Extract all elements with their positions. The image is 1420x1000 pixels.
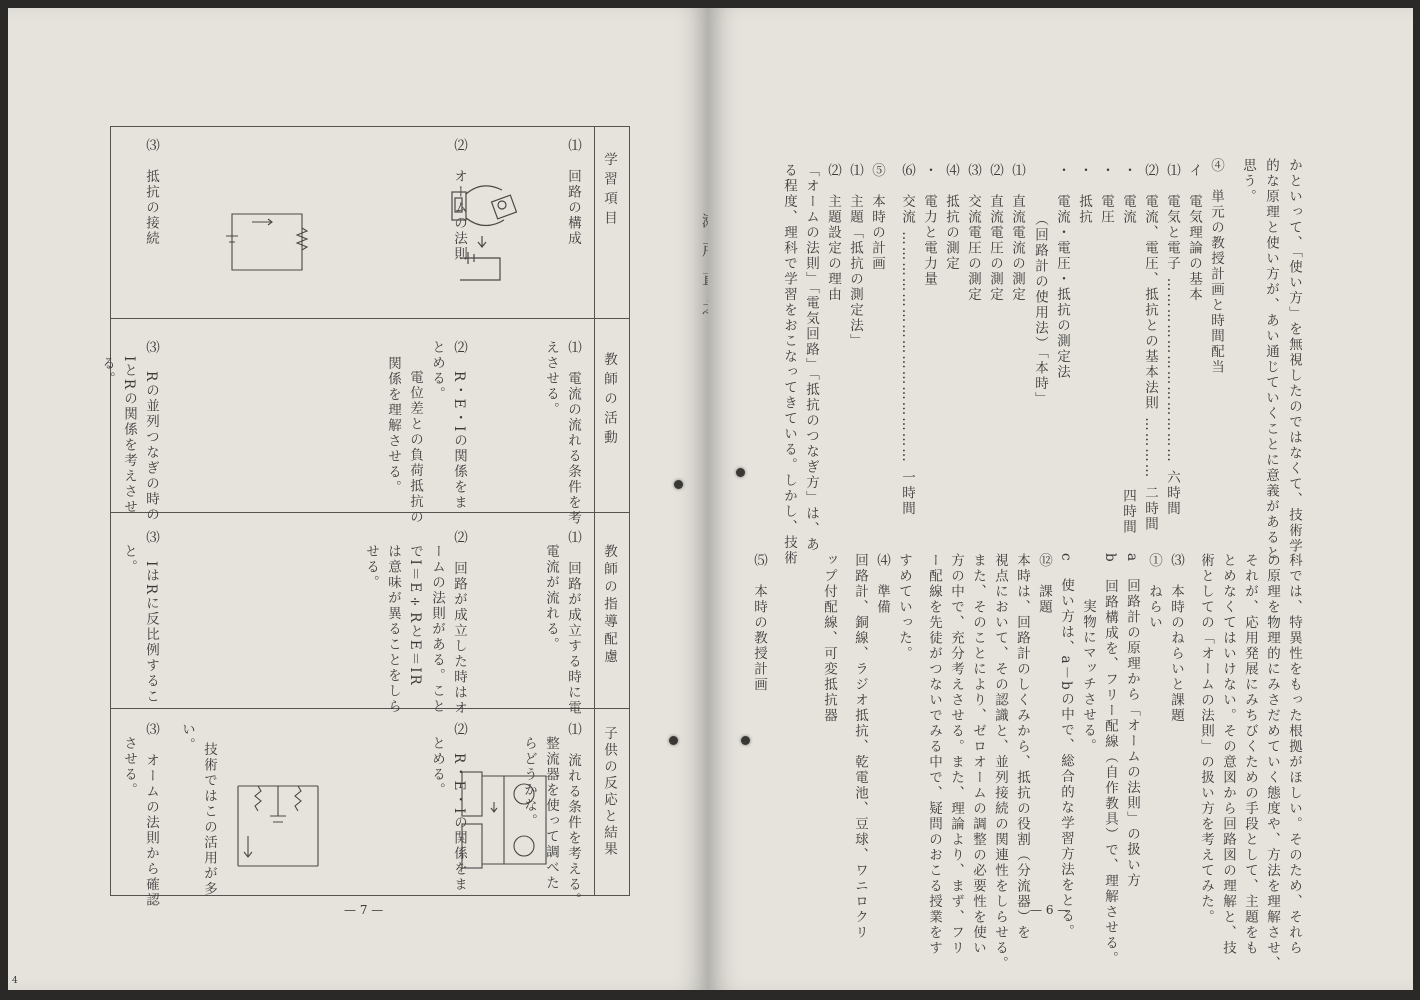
teacher-2d: 関係を理解させる。 bbox=[385, 356, 401, 496]
text-column: ⑴ 電気と電子 ……………………………… 六時間 bbox=[1164, 163, 1180, 517]
text-column: ⑸ 本時の教授計画 bbox=[751, 553, 767, 693]
text-column: 本時は、回路計のしくみから、抵抗の役割（分流器）を bbox=[1014, 553, 1030, 941]
text-column: ・ 抵抗 bbox=[1076, 163, 1092, 225]
left-page bbox=[8, 8, 708, 990]
guidance-2b: ームの法則がある。こと bbox=[429, 544, 445, 715]
text-column: ⑶ 本時のねらいと課題 bbox=[1168, 553, 1184, 724]
item-1: ⑴ 回路の構成 bbox=[565, 138, 581, 247]
text-column: ⑹ 交流 ……………………………………… 一時間 bbox=[899, 163, 915, 517]
text-column: ⑤ 本時の計画 bbox=[869, 163, 885, 272]
text-column: る程度、理科で学習をおこなってきている。しかし、技術 bbox=[781, 163, 797, 566]
reaction-1c: らどうかな。 bbox=[521, 736, 537, 829]
text-column: ⑵ 主題設定の理由 bbox=[825, 163, 841, 303]
header-learning-item: 学習項目 bbox=[601, 152, 617, 230]
text-column: ⑫ 課題 bbox=[1036, 553, 1052, 615]
text-column: a 回路計の原理から「オームの法則」の扱い方 bbox=[1124, 553, 1140, 889]
text-column: ・ 電流 四時間 bbox=[1120, 163, 1136, 535]
text-column: ー配線を先徒がつないでみる中で、疑問のおこる授業をす bbox=[926, 553, 942, 956]
text-column: ・ 電圧 bbox=[1098, 163, 1114, 225]
apparatus-diagram bbox=[438, 180, 528, 290]
text-column: ⑷ 抵抗の測定 bbox=[943, 163, 959, 272]
reaction-3b: い。 bbox=[179, 722, 195, 753]
guidance-2a: ⑵ 回路が成立した時はオ bbox=[451, 530, 467, 716]
teacher-1b: えさせる。 bbox=[543, 340, 559, 418]
guidance-1b: 電流が流れる。 bbox=[543, 544, 559, 653]
text-column: 的な原理と使い方が、あい通じていくことに意義があると bbox=[1263, 158, 1279, 561]
corner-mark: 4 bbox=[12, 976, 18, 986]
reaction-2b: とめる。 bbox=[429, 736, 445, 798]
text-column: ⑷ 準備 bbox=[874, 553, 890, 615]
reaction-2a: ⑵ R・E・Iの関係をま bbox=[451, 722, 467, 893]
text-column: の原理を物理的にみさだめていく態度や、方法を理解させ、 bbox=[1264, 553, 1280, 972]
text-column: イ 電気理論の基本 bbox=[1186, 163, 1202, 303]
page-number-7: — 7 — bbox=[344, 903, 384, 917]
text-column: とめなくてはいけない。その意図から回路図の理解と、技 bbox=[1220, 553, 1236, 956]
teacher-2c: 電位差との負荷抵抗の bbox=[407, 370, 423, 525]
header-child-reaction: 子供の反応と結果 bbox=[601, 726, 617, 858]
binding-hole-lower-left bbox=[669, 736, 678, 745]
text-column: ⑵ 電流、電圧、抵抗との基本法則 ………… 二時間 bbox=[1142, 163, 1158, 533]
text-column: b 回路構成を、フリー配線（自作教具）で、理解させる。 bbox=[1102, 553, 1118, 967]
text-column: 「オームの法則」「電気回路」「抵抗のつなぎ方」は、あ bbox=[803, 163, 819, 553]
text-column: 術としての「オームの法則」の扱い方を考えてみた。 bbox=[1198, 553, 1214, 925]
text-column: それが、応用発展にみちびくための手段として、主題をも bbox=[1242, 553, 1258, 956]
teacher-2b: とめる。 bbox=[429, 340, 445, 402]
binding-hole-upper-left bbox=[674, 480, 683, 489]
text-column: ① ねらい bbox=[1146, 553, 1162, 631]
guidance-1a: ⑴ 回路が成立する時に電 bbox=[565, 530, 581, 716]
guidance-3b: と。 bbox=[121, 544, 137, 575]
text-column: また、そのことにより、ゼロオームの調整の必要性を使い bbox=[970, 553, 986, 956]
text-column: ⑵ 直流電圧の測定 bbox=[987, 163, 1003, 303]
teacher-3c: る。 bbox=[99, 356, 115, 387]
teacher-1a: ⑴ 電流の流れる条件を考 bbox=[565, 340, 581, 526]
text-column: 科では、特異性をもった根拠がほしい。そのため、それら bbox=[1286, 553, 1302, 956]
text-column: c 使い方は、a－bの中で、総合的な学習方法をとる。 bbox=[1058, 553, 1074, 940]
parallel-circuit-diagram bbox=[218, 776, 338, 886]
right-page bbox=[708, 8, 1413, 990]
item-3: ⑶ 抵抗の接続 bbox=[143, 138, 159, 247]
text-column: （回路計の使用法）「本時」 bbox=[1032, 188, 1048, 407]
text-column: 視点において、その認識と、並列接続の関連性をしらせる。 bbox=[992, 553, 1008, 972]
text-column: すめていった。 bbox=[896, 553, 912, 662]
guidance-2d: は意味が異ることをしら bbox=[385, 544, 401, 715]
header-teacher-guidance: 教師の指導配慮 bbox=[601, 544, 617, 667]
text-column: ・ 電流・電圧・抵抗の測定法 bbox=[1054, 163, 1070, 380]
teacher-2a: ⑵ R・E・Iの関係をま bbox=[451, 340, 467, 511]
reaction-3a: 技術ではこの活用が多 bbox=[201, 742, 217, 897]
text-column: かといって、「使い方」を無視したのではなくて、技術学 bbox=[1286, 158, 1302, 555]
lesson-table bbox=[99, 126, 630, 908]
text-column: 思う。 bbox=[1240, 158, 1256, 205]
text-column: 実物にマッチさせる。 bbox=[1080, 568, 1096, 754]
text-column: ⑴ 直流電流の測定 bbox=[1009, 163, 1025, 303]
guidance-2c: でI＝E÷RとE＝IR bbox=[407, 544, 423, 687]
text-column: 方の中で、充分考えさせる。また、理論より、まず、フリ bbox=[948, 553, 964, 956]
text-column: ップ付配線、可変抵抗器 bbox=[821, 553, 837, 724]
binding-hole-upper-right bbox=[736, 468, 745, 477]
text-column: ・ 電力と電力量 bbox=[921, 163, 937, 287]
text-column: ⑶ 交流電圧の測定 bbox=[965, 163, 981, 303]
teacher-3a: ⑶ Rの並列つなぎの時の bbox=[143, 340, 159, 523]
guidance-2e: せる。 bbox=[363, 544, 379, 591]
header-teacher-activity: 教師の活動 bbox=[601, 352, 617, 450]
page-number-6: — 6 — bbox=[1030, 903, 1070, 917]
item-2: ⑵ オームの法則 bbox=[451, 138, 467, 262]
guidance-3a: ⑶ IはRに反比例するこ bbox=[143, 530, 159, 705]
reaction-1a: ⑴ 流れる条件を考える。 bbox=[565, 722, 581, 908]
reaction-1b: 整流器を使って調べた bbox=[543, 736, 559, 891]
reaction-3d: させる。 bbox=[121, 736, 137, 798]
reaction-3c: ⑶ オームの法則から確認 bbox=[143, 722, 159, 908]
teacher-3b: IとRの関係を考えさせ bbox=[121, 356, 137, 515]
text-column: 回路計、銅線、ラジオ抵抗、乾電池、豆球、ワニロクリ bbox=[852, 553, 868, 941]
rectifier-diagram bbox=[454, 766, 564, 876]
binding-hole-lower-right bbox=[741, 736, 750, 745]
text-column: ⑴ 主題「抵抗の測定法」 bbox=[847, 163, 863, 349]
text-column: ④ 単元の教授計画と時間配当 bbox=[1208, 158, 1224, 375]
circuit-diagram bbox=[222, 208, 312, 278]
